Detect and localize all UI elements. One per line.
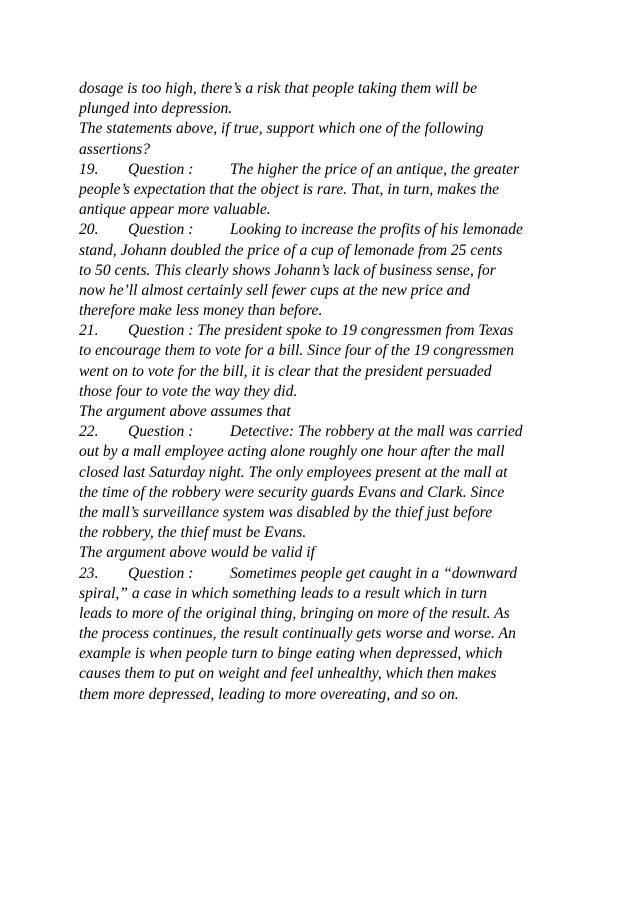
line-text: The statements above, if true, support which one of the following xyxy=(79,120,484,138)
text-line xyxy=(79,241,574,261)
text-line xyxy=(79,644,574,664)
line-text: assertions? xyxy=(79,140,151,158)
line-text: to encourage them to vote for a bill. Since four of the 19 congressmen xyxy=(79,342,515,360)
text-line xyxy=(79,341,574,361)
document-page xyxy=(79,79,574,705)
line-text: Sometimes people get caught in a “downward xyxy=(230,564,518,582)
line-text: the robbery, the thief must be Evans. xyxy=(79,524,307,542)
text-line xyxy=(79,119,574,139)
line-text: went on to vote for the bill, it is clear that the president persuaded xyxy=(79,362,492,380)
text-line xyxy=(79,503,574,523)
line-text: the process continues, the result continually gets worse and worse. An xyxy=(79,625,516,643)
line-text: dosage is too high, there’s a risk that people taking them will be xyxy=(79,80,478,97)
line-text: stand, Johann doubled the price of a cup of lemonade from 25 cents xyxy=(79,241,503,259)
line-text: antique appear more valuable. xyxy=(79,201,271,219)
text-line xyxy=(79,362,574,382)
line-text: example is when people turn to binge eating when depressed, which xyxy=(79,645,503,663)
text-line xyxy=(79,79,574,99)
line-text: The argument above would be valid if xyxy=(79,544,315,562)
text-line xyxy=(79,301,574,321)
line-text: causes them to put on weight and feel unhealthy, which then makes xyxy=(79,665,497,683)
question-line xyxy=(79,422,574,442)
question-line xyxy=(79,321,574,341)
text-line xyxy=(79,200,574,220)
question-line xyxy=(79,160,574,180)
line-text: Detective: The robbery at the mall was carried xyxy=(230,423,523,441)
text-line xyxy=(79,483,574,503)
question-line xyxy=(79,220,574,240)
line-text: out by a mall employee acting alone roughly one hour after the mall xyxy=(79,443,505,461)
line-text: Looking to increase the profits of his lemonade xyxy=(230,221,523,239)
line-text: therefore make less money than before. xyxy=(79,302,323,320)
line-text: the mall’s surveillance system was disabled by the thief just before xyxy=(79,503,493,521)
text-line xyxy=(79,523,574,543)
question-label: Question : xyxy=(128,160,194,178)
question-number: 22. xyxy=(79,423,99,441)
line-text: to 50 cents. This clearly shows Johann’s lack of business sense, for xyxy=(79,261,496,279)
line-text: those four to vote the way they did. xyxy=(79,382,298,400)
text-line xyxy=(79,624,574,644)
line-text: now he’ll almost certainly sell fewer cups at the new price and xyxy=(79,281,471,299)
question-line xyxy=(79,564,574,584)
line-text: Question : The president spoke to 19 congressmen from Texas xyxy=(128,322,514,340)
question-number: 20. xyxy=(79,221,99,239)
line-text: leads to more of the original thing, bringing on more of the result. As xyxy=(79,604,510,622)
text-line xyxy=(79,604,574,624)
line-text: them more depressed, leading to more overeating, and so on. xyxy=(79,685,459,703)
line-text: closed last Saturday night. The only employees present at the mall at xyxy=(79,463,508,481)
question-number: 19. xyxy=(79,160,99,178)
line-text: the time of the robbery were security guards Evans and Clark. Since xyxy=(79,483,505,501)
question-label: Question : xyxy=(128,564,194,582)
question-label: Question : xyxy=(128,423,194,441)
text-line xyxy=(79,140,574,160)
text-line xyxy=(79,261,574,281)
text-line xyxy=(79,543,574,563)
question-label: Question : xyxy=(128,221,194,239)
text-line xyxy=(79,402,574,422)
line-text: The higher the price of an antique, the greater xyxy=(230,160,520,178)
text-line xyxy=(79,382,574,402)
text-line xyxy=(79,442,574,462)
text-line xyxy=(79,180,574,200)
text-line xyxy=(79,281,574,301)
line-text: people’s expectation that the object is rare. That, in turn, makes the xyxy=(79,180,500,198)
text-line xyxy=(79,664,574,684)
line-text: spiral,” a case in which something leads to a result which in turn xyxy=(79,584,487,602)
text-line xyxy=(79,685,574,705)
line-text: plunged into depression. xyxy=(79,100,233,118)
text-line xyxy=(79,463,574,483)
question-number: 23. xyxy=(79,564,99,582)
line-text: The argument above assumes that xyxy=(79,403,291,420)
question-number: 21. xyxy=(79,322,99,340)
document-body xyxy=(79,79,574,705)
text-line xyxy=(79,99,574,119)
text-line xyxy=(79,584,574,604)
